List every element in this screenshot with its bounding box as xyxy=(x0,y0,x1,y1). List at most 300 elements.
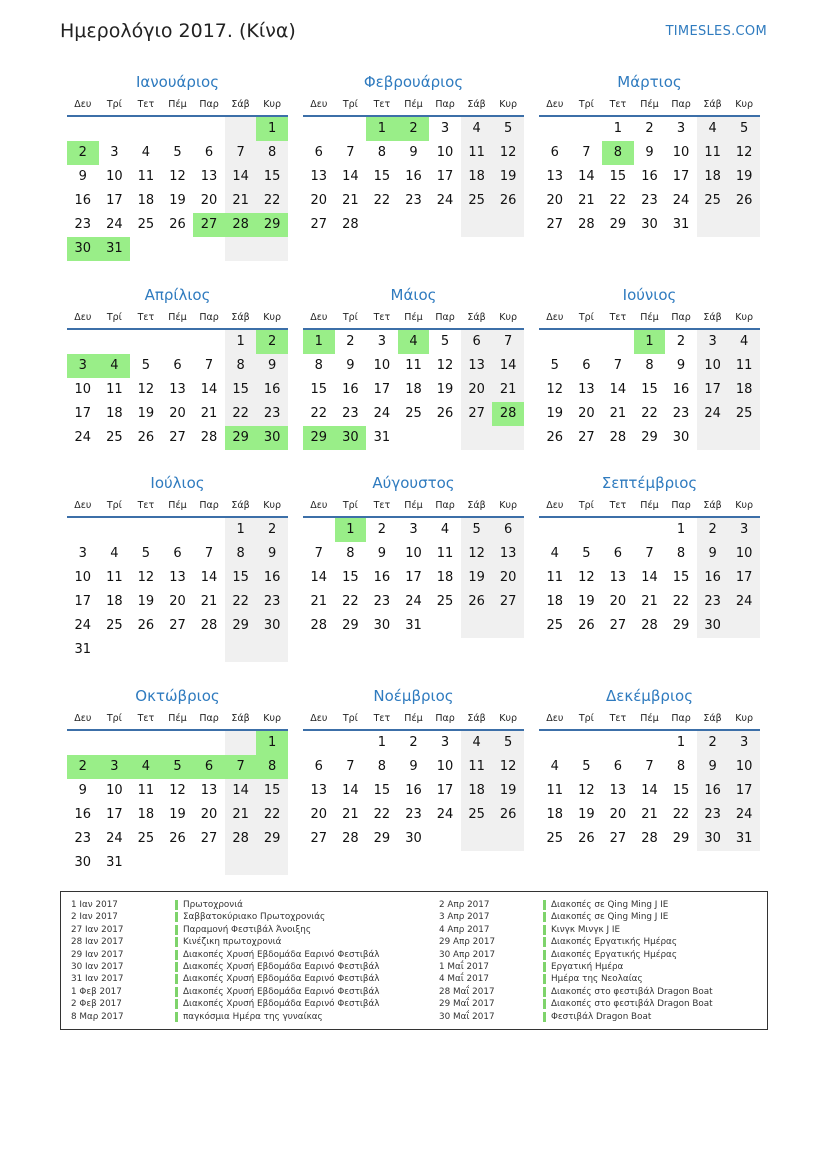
day-cell: 10 xyxy=(74,570,92,585)
holiday-marker xyxy=(175,937,178,947)
weekday-label: Τετ xyxy=(137,311,155,323)
empty-cell xyxy=(398,213,430,237)
day-cell: 3 xyxy=(440,735,450,750)
day-cell: 7 xyxy=(645,759,654,774)
empty-cell xyxy=(193,237,225,261)
day-cell: 18 xyxy=(106,594,123,609)
day-cell: 13 xyxy=(200,169,218,184)
day-cell: 31 xyxy=(728,827,760,851)
holiday-day-cell: 27 xyxy=(193,213,225,237)
day-cell: 19 xyxy=(169,807,186,822)
day-grid xyxy=(303,117,524,237)
holiday-day-cell: 30 xyxy=(335,426,367,450)
day-cell: 14 xyxy=(342,169,359,184)
legend-date: 27 Ιαν 2017 xyxy=(71,924,124,935)
weekday-header xyxy=(303,708,524,728)
day-cell: 5 xyxy=(492,117,524,141)
empty-cell xyxy=(461,213,493,237)
holiday-day-cell: 2 xyxy=(67,755,99,779)
weekday-label: Πέμ xyxy=(404,311,423,323)
day-cell: 30 xyxy=(697,827,729,851)
day-cell: 10 xyxy=(436,759,454,774)
day-cell: 24 xyxy=(106,831,123,846)
legend-row xyxy=(71,1011,379,1023)
day-cell: 29 xyxy=(225,614,257,638)
day-cell: 17 xyxy=(436,169,454,184)
day-cell: 10 xyxy=(436,145,454,160)
weekday-label: Τρί xyxy=(106,499,122,511)
day-cell: 16 xyxy=(697,566,729,590)
holiday-legend xyxy=(60,891,768,1030)
day-cell: 22 xyxy=(310,406,328,421)
day-cell: 16 xyxy=(256,566,288,590)
day-cell: 11 xyxy=(137,783,155,798)
day-cell: 19 xyxy=(492,779,524,803)
month-name: Νοέμβριος xyxy=(373,687,454,705)
month-calendar xyxy=(539,471,760,638)
empty-cell xyxy=(67,330,99,354)
day-cell: 26 xyxy=(578,831,595,846)
weekday-label: Παρ xyxy=(199,311,219,323)
day-cell: 7 xyxy=(346,759,355,774)
legend-holiday-name: Ημέρα της Νεολαίας xyxy=(551,974,643,985)
day-cell: 22 xyxy=(342,594,359,609)
weekday-label: Τρί xyxy=(578,311,594,323)
legend-date: 29 Μαΐ 2017 xyxy=(439,999,495,1010)
legend-row xyxy=(439,973,713,985)
day-cell: 18 xyxy=(137,807,155,822)
day-grid xyxy=(67,731,288,875)
day-cell: 25 xyxy=(728,402,760,426)
day-cell: 29 xyxy=(672,618,690,633)
legend-row xyxy=(71,961,379,973)
month-name: Ιανουάριος xyxy=(135,73,219,91)
day-cell: 17 xyxy=(405,570,422,585)
day-cell: 17 xyxy=(672,169,690,184)
weekday-header xyxy=(67,307,288,327)
day-cell: 20 xyxy=(169,594,186,609)
holiday-marker xyxy=(543,912,546,922)
day-cell: 9 xyxy=(645,145,654,160)
day-cell: 7 xyxy=(346,145,355,160)
day-cell: 13 xyxy=(578,382,595,397)
day-cell: 31 xyxy=(373,430,391,445)
weekday-label: Σάβ xyxy=(231,499,250,511)
empty-cell xyxy=(429,614,461,638)
day-cell: 8 xyxy=(676,759,686,774)
empty-cell xyxy=(99,638,131,662)
day-cell: 22 xyxy=(609,193,627,208)
day-cell: 25 xyxy=(697,189,729,213)
empty-cell xyxy=(398,426,430,450)
weekday-label: Τρί xyxy=(342,712,358,724)
weekday-label: Παρ xyxy=(671,98,691,110)
empty-cell xyxy=(728,213,760,237)
weekday-label: Πέμ xyxy=(168,499,187,511)
day-cell: 27 xyxy=(310,217,328,232)
weekday-label: Παρ xyxy=(671,311,691,323)
day-cell: 25 xyxy=(436,594,454,609)
day-cell: 16 xyxy=(256,378,288,402)
day-cell: 4 xyxy=(461,117,493,141)
weekday-label: Τετ xyxy=(137,499,155,511)
day-cell: 11 xyxy=(546,783,564,798)
legend-row xyxy=(439,936,713,948)
empty-cell xyxy=(492,827,524,851)
empty-cell xyxy=(256,237,288,261)
legend-date: 29 Απρ 2017 xyxy=(439,937,496,948)
day-cell: 23 xyxy=(405,807,422,822)
day-cell: 21 xyxy=(342,807,359,822)
weekday-label: Δευ xyxy=(546,499,564,511)
legend-holiday-name: Διακοπές Χρυσή Εβδομάδα Εαρινό Φεστιβάλ xyxy=(183,986,380,997)
day-cell: 17 xyxy=(106,193,123,208)
empty-cell xyxy=(539,518,571,542)
holiday-marker xyxy=(543,937,546,947)
day-cell: 2 xyxy=(377,522,387,537)
day-cell: 19 xyxy=(546,406,564,421)
day-cell: 15 xyxy=(256,779,288,803)
day-cell: 26 xyxy=(169,831,186,846)
day-cell: 24 xyxy=(405,594,422,609)
day-cell: 12 xyxy=(169,783,186,798)
day-cell: 7 xyxy=(204,358,214,373)
month-name: Φεβρουάριος xyxy=(363,73,464,91)
day-grid xyxy=(539,518,760,638)
weekday-label: Σάβ xyxy=(467,712,486,724)
day-cell: 25 xyxy=(405,406,422,421)
day-cell: 20 xyxy=(310,807,328,822)
day-cell: 22 xyxy=(256,189,288,213)
weekday-label: Δευ xyxy=(74,712,92,724)
day-cell: 12 xyxy=(169,169,186,184)
day-cell: 24 xyxy=(672,193,690,208)
day-cell: 10 xyxy=(697,354,729,378)
day-cell: 26 xyxy=(169,217,186,232)
day-cell: 6 xyxy=(492,518,524,542)
empty-cell xyxy=(99,117,131,141)
legend-date: 2 Φεβ 2017 xyxy=(71,999,122,1010)
legend-row xyxy=(71,949,379,961)
day-cell: 12 xyxy=(137,570,155,585)
day-cell: 3 xyxy=(110,145,119,160)
day-cell: 31 xyxy=(672,217,690,232)
day-cell: 26 xyxy=(578,618,595,633)
day-cell: 11 xyxy=(106,382,123,397)
empty-cell xyxy=(429,426,461,450)
day-cell: 28 xyxy=(578,217,595,232)
day-cell: 16 xyxy=(641,169,658,184)
day-cell: 8 xyxy=(346,546,355,561)
holiday-day-cell: 4 xyxy=(398,330,430,354)
day-cell: 9 xyxy=(697,755,729,779)
day-cell: 20 xyxy=(169,406,186,421)
day-cell: 29 xyxy=(641,430,658,445)
day-cell: 3 xyxy=(728,731,760,755)
day-cell: 1 xyxy=(613,121,623,136)
day-cell: 9 xyxy=(78,783,87,798)
month-calendar xyxy=(303,70,524,237)
day-cell: 11 xyxy=(546,570,564,585)
day-cell: 11 xyxy=(436,546,454,561)
day-cell: 27 xyxy=(609,831,627,846)
empty-cell xyxy=(571,117,603,141)
day-cell: 28 xyxy=(342,217,359,232)
day-cell: 31 xyxy=(74,642,92,657)
empty-cell xyxy=(130,851,162,875)
weekday-label: Κυρ xyxy=(499,712,518,724)
day-cell: 21 xyxy=(641,807,658,822)
day-cell: 25 xyxy=(546,831,564,846)
day-cell: 22 xyxy=(256,803,288,827)
day-cell: 29 xyxy=(672,831,690,846)
legend-row xyxy=(71,973,379,985)
day-cell: 18 xyxy=(106,406,123,421)
empty-cell xyxy=(162,237,194,261)
day-cell: 21 xyxy=(200,594,218,609)
day-cell: 5 xyxy=(141,546,151,561)
day-cell: 27 xyxy=(310,831,328,846)
empty-cell xyxy=(99,518,131,542)
day-cell: 16 xyxy=(342,382,359,397)
day-cell: 18 xyxy=(546,594,564,609)
day-cell: 11 xyxy=(461,141,493,165)
day-cell: 16 xyxy=(405,783,422,798)
weekday-label: Κυρ xyxy=(735,98,754,110)
weekday-label: Κυρ xyxy=(263,98,282,110)
day-cell: 22 xyxy=(373,193,391,208)
site-link[interactable]: TIMESLES.COM xyxy=(665,24,767,39)
weekday-header xyxy=(539,495,760,515)
weekday-header xyxy=(67,94,288,114)
day-cell: 15 xyxy=(342,570,359,585)
weekday-label: Δευ xyxy=(74,499,92,511)
empty-cell xyxy=(193,851,225,875)
day-cell: 27 xyxy=(546,217,564,232)
day-cell: 14 xyxy=(310,570,328,585)
empty-cell xyxy=(130,330,162,354)
day-cell: 21 xyxy=(609,406,627,421)
day-cell: 24 xyxy=(106,217,123,232)
day-cell: 29 xyxy=(373,831,391,846)
empty-cell xyxy=(130,237,162,261)
day-cell: 20 xyxy=(200,193,218,208)
day-cell: 23 xyxy=(256,590,288,614)
day-cell: 13 xyxy=(609,783,627,798)
legend-date: 1 Ιαν 2017 xyxy=(71,900,118,910)
day-cell: 10 xyxy=(728,755,760,779)
day-cell: 15 xyxy=(672,570,690,585)
legend-holiday-name: παγκόσμια Ημέρα της γυναίκας xyxy=(183,1011,323,1022)
day-cell: 22 xyxy=(672,594,690,609)
holiday-day-cell: 5 xyxy=(162,755,194,779)
day-cell: 6 xyxy=(613,546,623,561)
day-cell: 6 xyxy=(613,759,623,774)
day-cell: 10 xyxy=(106,783,123,798)
day-cell: 8 xyxy=(225,542,257,566)
empty-cell xyxy=(634,518,666,542)
day-cell: 28 xyxy=(225,827,257,851)
day-cell: 2 xyxy=(256,518,288,542)
weekday-label: Παρ xyxy=(435,98,455,110)
day-cell: 10 xyxy=(74,382,92,397)
day-cell: 5 xyxy=(728,117,760,141)
day-cell: 26 xyxy=(492,189,524,213)
legend-date: 28 Μαΐ 2017 xyxy=(439,986,495,997)
legend-holiday-name: Κινγκ Μινγκ J IE xyxy=(551,924,621,935)
day-cell: 30 xyxy=(373,618,391,633)
weekday-label: Κυρ xyxy=(735,499,754,511)
weekday-label: Παρ xyxy=(435,712,455,724)
day-cell: 30 xyxy=(74,855,92,870)
holiday-day-cell: 30 xyxy=(67,237,99,261)
holiday-day-cell: 29 xyxy=(256,213,288,237)
day-cell: 25 xyxy=(546,618,564,633)
day-cell: 15 xyxy=(373,783,391,798)
day-cell: 2 xyxy=(697,731,729,755)
day-cell: 18 xyxy=(137,193,155,208)
holiday-day-cell: 7 xyxy=(225,755,257,779)
empty-cell xyxy=(130,117,162,141)
weekday-label: Πέμ xyxy=(640,712,659,724)
day-cell: 9 xyxy=(697,542,729,566)
day-cell: 13 xyxy=(200,783,218,798)
day-cell: 23 xyxy=(342,406,359,421)
day-cell: 1 xyxy=(225,518,257,542)
day-cell: 23 xyxy=(74,831,92,846)
page-title: Ημερολόγιο 2017. (Κίνα) xyxy=(60,20,296,42)
weekday-label: Πέμ xyxy=(168,98,187,110)
day-cell: 15 xyxy=(609,169,627,184)
month-name: Μάρτιος xyxy=(617,73,682,91)
day-cell: 12 xyxy=(578,783,595,798)
day-cell: 15 xyxy=(373,169,391,184)
day-cell: 18 xyxy=(546,807,564,822)
day-cell: 19 xyxy=(728,165,760,189)
weekday-label: Κυρ xyxy=(499,98,518,110)
weekday-label: Τρί xyxy=(342,311,358,323)
day-cell: 13 xyxy=(609,570,627,585)
day-cell: 7 xyxy=(314,546,323,561)
weekday-label: Τρί xyxy=(578,712,594,724)
day-cell: 29 xyxy=(609,217,627,232)
month-name: Ιούνιος xyxy=(622,286,677,304)
empty-cell xyxy=(492,213,524,237)
day-cell: 7 xyxy=(204,546,214,561)
empty-cell xyxy=(429,827,461,851)
legend-date: 8 Μαρ 2017 xyxy=(71,1011,124,1022)
holiday-day-cell: 1 xyxy=(634,330,666,354)
weekday-header xyxy=(539,708,760,728)
day-cell: 23 xyxy=(697,803,729,827)
day-grid xyxy=(303,330,524,450)
empty-cell xyxy=(728,426,760,450)
holiday-marker xyxy=(543,1012,546,1022)
empty-cell xyxy=(193,117,225,141)
day-cell: 10 xyxy=(106,169,123,184)
day-cell: 1 xyxy=(377,735,387,750)
day-grid xyxy=(67,117,288,261)
empty-cell xyxy=(335,117,367,141)
day-cell: 3 xyxy=(377,334,387,349)
legend-row xyxy=(439,899,713,911)
weekday-label: Τετ xyxy=(373,712,391,724)
month-calendar xyxy=(539,283,760,450)
empty-cell xyxy=(256,638,288,662)
month-calendar xyxy=(303,471,524,638)
weekday-label: Πέμ xyxy=(640,311,659,323)
legend-date: 31 Ιαν 2017 xyxy=(71,974,124,985)
day-cell: 9 xyxy=(676,358,686,373)
empty-cell xyxy=(492,426,524,450)
day-cell: 23 xyxy=(405,193,422,208)
month-name: Δεκέμβριος xyxy=(605,687,693,705)
day-grid xyxy=(67,330,288,450)
legend-date: 2 Απρ 2017 xyxy=(439,900,490,910)
weekday-label: Τρί xyxy=(106,712,122,724)
day-cell: 10 xyxy=(373,358,391,373)
month-calendar xyxy=(67,471,288,662)
day-cell: 14 xyxy=(641,570,658,585)
day-grid xyxy=(539,117,760,237)
holiday-day-cell: 4 xyxy=(130,755,162,779)
empty-cell xyxy=(571,518,603,542)
day-cell: 25 xyxy=(137,217,155,232)
holiday-day-cell: 2 xyxy=(256,330,288,354)
day-cell: 22 xyxy=(373,807,391,822)
weekday-label: Πέμ xyxy=(640,98,659,110)
day-cell: 15 xyxy=(641,382,658,397)
weekday-label: Δευ xyxy=(74,311,92,323)
weekday-label: Σάβ xyxy=(467,311,486,323)
empty-cell xyxy=(539,117,571,141)
legend-holiday-name: Διακοπές Χρυσή Εβδομάδα Εαρινό Φεστιβάλ xyxy=(183,999,380,1010)
day-cell: 18 xyxy=(697,165,729,189)
day-cell: 12 xyxy=(436,358,454,373)
day-cell: 4 xyxy=(440,522,450,537)
day-cell: 13 xyxy=(546,169,564,184)
holiday-marker xyxy=(175,974,178,984)
holiday-day-cell: 31 xyxy=(99,237,131,261)
legend-holiday-name: Διακοπές στο φεστιβάλ Dragon Boat xyxy=(551,986,713,997)
day-cell: 14 xyxy=(609,382,627,397)
holiday-day-cell: 3 xyxy=(67,354,99,378)
weekday-header xyxy=(539,94,760,114)
holiday-marker xyxy=(543,900,546,910)
weekday-label: Σάβ xyxy=(467,98,486,110)
weekday-label: Κυρ xyxy=(263,499,282,511)
legend-date: 4 Απρ 2017 xyxy=(439,924,490,935)
weekday-label: Κυρ xyxy=(499,499,518,511)
day-cell: 31 xyxy=(405,618,422,633)
day-cell: 20 xyxy=(546,193,564,208)
weekday-header xyxy=(303,94,524,114)
day-cell: 14 xyxy=(200,570,218,585)
day-cell: 19 xyxy=(492,165,524,189)
empty-cell xyxy=(602,731,634,755)
day-cell: 11 xyxy=(106,570,123,585)
day-grid xyxy=(303,518,524,638)
month-calendar xyxy=(67,684,288,875)
weekday-label: Δευ xyxy=(310,499,328,511)
weekday-header xyxy=(539,307,760,327)
empty-cell xyxy=(335,731,367,755)
empty-cell xyxy=(429,213,461,237)
weekday-label: Παρ xyxy=(671,712,691,724)
day-cell: 26 xyxy=(436,406,454,421)
day-cell: 3 xyxy=(697,330,729,354)
weekday-label: Παρ xyxy=(671,499,691,511)
